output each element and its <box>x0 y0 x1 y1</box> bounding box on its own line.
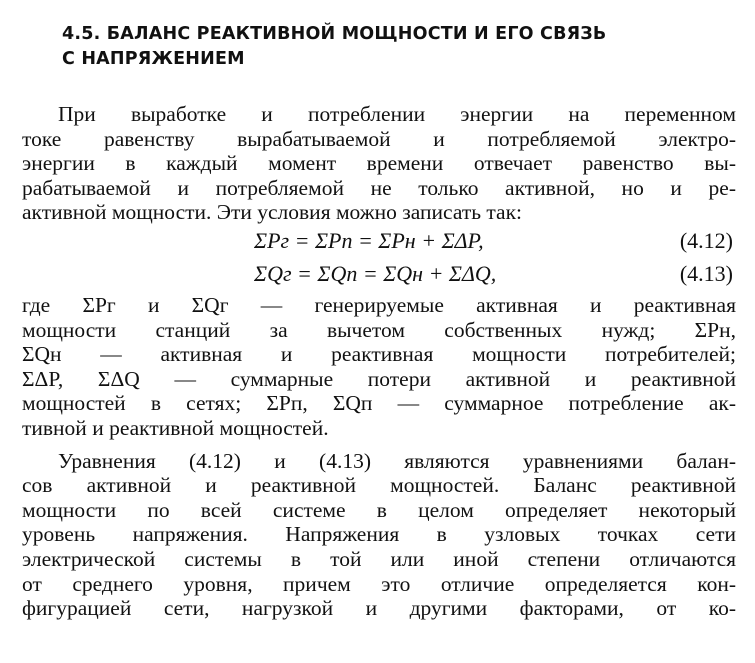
text-line: мощностей в сетях; ΣPп, ΣQп — суммарное потребление ак- <box>22 391 736 416</box>
text-line: уровень напряжения. Напряжения в узловых точках сети <box>22 522 736 547</box>
equation-number: (4.12) <box>679 227 733 253</box>
text-line: сов активной и реактивной мощностей. Баланс реактивной <box>22 473 736 498</box>
paragraph-intro <box>22 102 737 225</box>
text-line: от среднего уровня, причем это отличие определяется кон- <box>22 571 736 596</box>
paragraph-definitions <box>22 293 737 441</box>
equation-number: (4.13) <box>679 260 733 286</box>
paragraph-balance <box>22 449 737 621</box>
equation-4-13 <box>22 258 737 291</box>
text-line: мощности по всей системе в целом определяет некоторый <box>22 497 736 522</box>
text-line: фигурацией сети, нагрузкой и другими факторами, от ко- <box>22 596 736 621</box>
text-line: рабатываемой и потребляемой не только активной, но и ре- <box>22 175 736 200</box>
text-line: ΣQн — активная и реактивная мощности потребителей; <box>22 342 736 367</box>
text-line: Уравнения (4.12) и (4.13) являются уравнениями балан- <box>58 448 736 473</box>
text-line: электрической системы в той или иной степени отличаются <box>22 546 736 571</box>
text-line: При выработке и потреблении энергии на переменном <box>58 102 736 126</box>
text-line: активной мощности. Эти условия можно записать так: <box>22 200 523 225</box>
equation-4-12 <box>22 225 737 258</box>
equation-expression: ΣPг = ΣPп = ΣPн + ΣΔP, <box>254 227 484 253</box>
text-line: мощности станций за вычетом собственных нужд; ΣPн, <box>22 317 736 342</box>
equation-expression: ΣQг = ΣQп = ΣQн + ΣΔQ, <box>254 260 497 286</box>
heading-line-1: 4.5. БАЛАНС РЕАКТИВНОЙ МОЩНОСТИ И ЕГО СВЯЗЬ <box>62 24 607 44</box>
heading-line-2: С НАПРЯЖЕНИЕМ <box>62 49 245 69</box>
text-line: ΣΔP, ΣΔQ — суммарные потери активной и реактивной <box>22 366 736 391</box>
text-line: токе равенству вырабатываемой и потребляемой электро- <box>22 126 736 151</box>
text-line: где ΣPг и ΣQг — генерируемые активная и реактивная <box>22 292 736 317</box>
text-line: энергии в каждый момент времени отвечает равенство вы- <box>22 151 736 176</box>
section-heading <box>62 22 702 72</box>
text-line: тивной и реактивной мощностей. <box>22 415 329 440</box>
